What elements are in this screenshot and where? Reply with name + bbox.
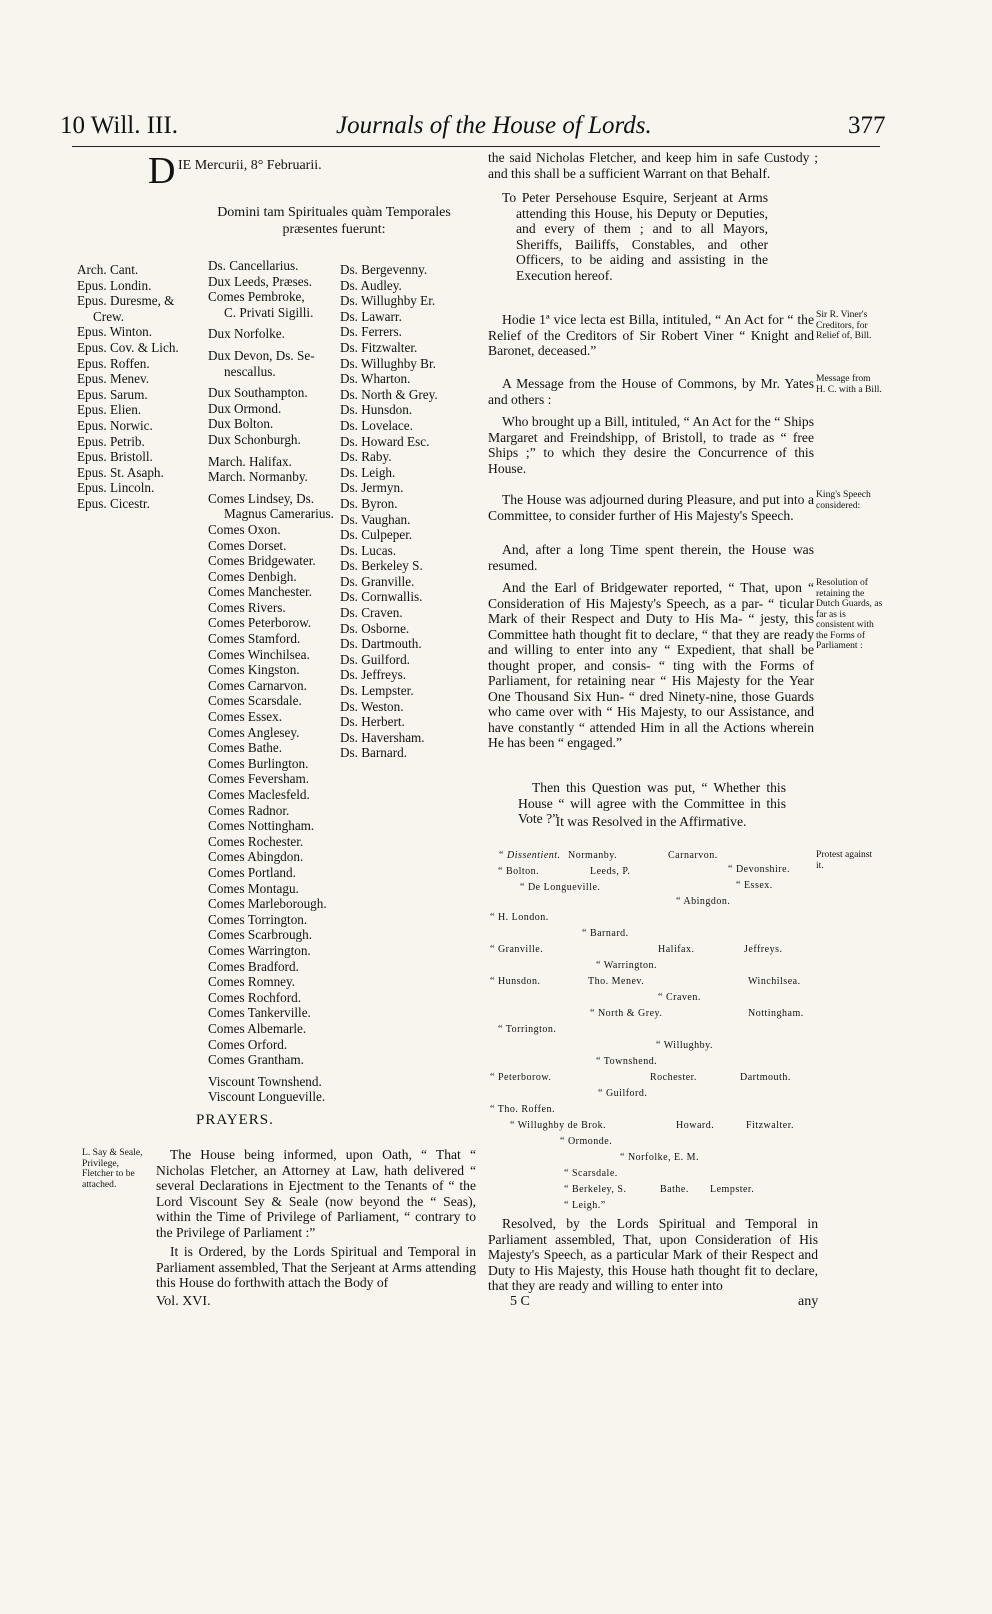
col3-entry: Ds. Wharton. — [340, 371, 411, 387]
col2-entry: Comes Orford. — [208, 1036, 288, 1052]
col3-entry: Ds. Jeffreys. — [340, 667, 407, 683]
dissentient-name: Nottingham. — [748, 1008, 804, 1019]
para-ordered: It is Ordered, by the Lords Spiritual and Temporal in Parliament assembled, That the Serjeant at Arms attending this House do forthwith attach the Body of — [156, 1244, 476, 1290]
dissentient-name: Howard. — [676, 1120, 715, 1131]
dissentient-name: “ Bolton. — [498, 866, 540, 877]
peers-list-1 — [208, 258, 346, 1105]
col2-entry: Comes Rochford. — [208, 989, 302, 1005]
col3-entry: Ds. Cornwallis. — [340, 589, 423, 605]
para-after: And, after a long Time spent therein, the House was resumed. — [488, 542, 814, 573]
dissentient-name: Normanby. — [568, 850, 618, 861]
col2-entry: Comes Winchilsea. — [208, 646, 310, 662]
col2-entry: nescallus. — [224, 363, 276, 379]
dissentient-name: “ Essex. — [736, 880, 773, 891]
catchword: any — [798, 1294, 819, 1309]
col1-entry: Epus. Lincoln. — [77, 480, 155, 496]
col3-entry: Ds. Granville. — [340, 573, 415, 589]
col2-entry: Comes Romney. — [208, 974, 296, 990]
col3-entry: Ds. Guilford. — [340, 651, 410, 667]
col2-entry: Dux Norfolke. — [208, 326, 285, 342]
signature-mark: 5 C — [510, 1294, 530, 1309]
col2-entry: Comes Stamford. — [208, 631, 301, 647]
dissentient-name: “ Willughby. — [656, 1040, 713, 1051]
col3-entry: Ds. Lovelace. — [340, 417, 413, 433]
dissentient-name: “ Norfolke, E. M. — [620, 1152, 700, 1163]
dissentient-name: “ De Longueville. — [520, 882, 601, 893]
dissentient-label: “ Dissentient. — [498, 850, 561, 861]
dissentient-name: “ Barnard. — [582, 928, 629, 939]
col2-entry: Dux Southampton. — [208, 385, 308, 401]
col2-entry: Comes Montagu. — [208, 880, 299, 896]
col2-entry: Dux Ormond. — [208, 400, 282, 416]
col2-entry: Dux Devon, Ds. Se- — [208, 347, 315, 363]
col3-entry: Ds. Howard Esc. — [340, 433, 430, 449]
col3-entry: Ds. Bergevenny. — [340, 262, 428, 277]
dissentient-name: “ Peterborow. — [490, 1072, 552, 1083]
col1-entry: Arch. Cant. — [77, 262, 139, 277]
col2-entry: Comes Torrington. — [208, 911, 308, 927]
dissentient-name: “ Guilford. — [598, 1088, 648, 1099]
para-adjourned: The House was adjourned during Pleasure, and put into a Committee, to consider further of His Majesty's Speech. — [488, 492, 814, 523]
col2-entry: Comes Denbigh. — [208, 568, 297, 584]
col3-entry: Ds. Osborne. — [340, 620, 410, 636]
col2-entry: Dux Schonburgh. — [208, 431, 301, 447]
col3-entry: Ds. Herbert. — [340, 714, 405, 730]
para-resolved: Resolved, by the Lords Spiritual and Temporal in Parliament assembled, That, upon Consideration of His Majesty's Speech, as a particular Mark of their Respect and Duty to His Majesty, this House hath thought fit to declare, that they are ready and willing to enter into — [488, 1216, 818, 1293]
dissentient-name: Tho. Menev. — [588, 976, 645, 987]
prayers-heading: PRAYERS. — [196, 1112, 274, 1128]
col2-entry: Comes Kingston. — [208, 662, 300, 678]
dissentient-name: “ Berkeley, S. — [564, 1184, 627, 1195]
col3-entry: Ds. Haversham. — [340, 729, 425, 745]
col2-entry: Ds. Cancellarius. — [208, 258, 299, 273]
margin-note-resolution: Resolution of retaining the Dutch Guards, as far as is consistent with the Forms of Parliament : — [816, 577, 883, 651]
col1-entry: Epus. Sarum. — [77, 386, 148, 402]
dissentient-name: Leeds, P. — [590, 866, 631, 877]
col1-entry: Epus. Winton. — [77, 324, 153, 340]
col3-entry: Ds. Culpeper. — [340, 527, 413, 543]
dissentient-name: Fitzwalter. — [746, 1120, 794, 1131]
col3-entry: Ds. Craven. — [340, 605, 403, 621]
drop-cap: D — [148, 150, 176, 192]
margin-note-say: L. Say & Seale, Privilege, Fletcher to be attached. — [82, 1147, 143, 1190]
col2-entry: Comes Grantham. — [208, 1052, 304, 1068]
col3-entry: Ds. North & Grey. — [340, 386, 438, 402]
col3-entry: Ds. Fitzwalter. — [340, 339, 418, 355]
col3-entry: Ds. Lawarr. — [340, 308, 402, 324]
margin-note-king: King's Speech considered: — [816, 489, 871, 511]
col2-entry: Comes Dorset. — [208, 537, 287, 553]
dissentient-name: Winchilsea. — [748, 976, 801, 987]
dissentient-name: “ Warrington. — [596, 960, 658, 971]
col2-entry: Comes Rivers. — [208, 599, 286, 615]
col1-entry: Epus. St. Asaph. — [77, 464, 164, 480]
col3-entry: Ds. Weston. — [340, 698, 404, 714]
header-rule — [72, 146, 880, 147]
col2-entry: Comes Lindsey, Ds. — [208, 490, 315, 506]
dissentient-name: “ Willughby de Brok. — [510, 1120, 607, 1131]
col2-entry: Comes Carnarvon. — [208, 677, 307, 693]
col2-entry: Comes Tankerville. — [208, 1005, 311, 1021]
col2-entry: Comes Abingdon. — [208, 849, 304, 865]
col2-entry: Comes Bradford. — [208, 958, 299, 974]
col3-entry: Ds. Lempster. — [340, 683, 414, 699]
dissentient-name: “ Hunsdon. — [490, 976, 541, 987]
col2-entry: Dux Bolton. — [208, 416, 274, 432]
col3-entry: Ds. Lucas. — [340, 542, 397, 558]
col2-entry: C. Privati Sigilli. — [224, 304, 314, 320]
col1-entry: Epus. Duresme, & — [77, 293, 175, 309]
col2-entry: Comes Oxon. — [208, 521, 281, 537]
dissentient-name: “ Torrington. — [498, 1024, 557, 1035]
para-who: Who brought up a Bill, intituled, “ An Act for the “ Ships Margaret and Freindshipp, of Bristoll, to trade as “ free Ships ;” to which they desire the Concurrence of this House. — [488, 414, 814, 476]
running-head-left: 10 Will. III. — [60, 112, 178, 139]
col2-entry: Comes Rochester. — [208, 833, 304, 849]
col2-entry: Comes Bathe. — [208, 740, 282, 756]
col2-entry: Viscount Townshend. — [208, 1073, 322, 1089]
col3-entry: Ds. Jermyn. — [340, 480, 404, 496]
col3-entry: Ds. Dartmouth. — [340, 636, 422, 652]
dissentient-name: “ North & Grey. — [590, 1008, 663, 1019]
dissentient-name: “ Devonshire. — [728, 864, 791, 875]
para-informed: The House being informed, upon Oath, “ That “ Nicholas Fletcher, an Attorney at Law, hath delivered “ several Declarations in Ejectment to the Tenants of “ the Lord Viscount Sey & Seale (now beyond the “ Seas), within the Time of Privilege of Parliament, “ contrary to the Privilege of Parliament :” — [156, 1147, 476, 1240]
dissentient-name: “ Craven. — [658, 992, 701, 1003]
margin-note-message: Message from H. C. with a Bill. — [816, 373, 882, 395]
dissentient-name: Jeffreys. — [744, 944, 783, 955]
date-line: IE Mercurii, 8° Februarii. — [178, 158, 322, 173]
para-question: Then this Question was put, “ Whether this House “ will agree with the Committee in this Vote ?” — [518, 780, 786, 826]
col3-entry: Ds. Willughby Br. — [340, 355, 436, 371]
col2-entry: Comes Bridgewater. — [208, 553, 316, 569]
col1-entry: Epus. Roffen. — [77, 355, 150, 371]
presentes-line: Domini tam Spirituales quàm Temporales præsentes fuerunt: — [217, 205, 451, 237]
col3-entry: Ds. Byron. — [340, 495, 398, 511]
page-number: 377 — [848, 112, 886, 139]
para-earl: And the Earl of Bridgewater reported, “ That, upon “ Consideration of His Majesty's Speech, as a par- “ ticular Mark of their Respect and Duty to His Ma- “ jesty, this Committee hath thought fit to declare, “ that they are ready and willing to enter into any “ Expedient, that shall be thought proper, and consis- “ ting with the Forms of Parliament, for retaining near “ His Majesty for the Year One Thousand Six Hun- “ dred Ninety-nine, those Guards who came over with “ His Majesty, to our Assistance, and have constantly “ attended Him in all the Actions wherein He has been “ engaged.” — [488, 580, 814, 750]
col2-entry: Comes Pembroke, — [208, 289, 305, 305]
dissentient-name: “ Ormonde. — [560, 1136, 613, 1147]
col2-entry: Magnus Camerarius. — [224, 506, 334, 522]
col2-entry: March. Normanby. — [208, 469, 308, 485]
col2-entry: Comes Albemarle. — [208, 1020, 307, 1036]
col3-entry: Ds. Willughby Er. — [340, 293, 436, 309]
para-message: A Message from the House of Commons, by Mr. Yates and others : — [488, 376, 814, 407]
col2-entry: Comes Anglesey. — [208, 724, 300, 740]
col1-entry: Epus. Petrib. — [77, 433, 145, 449]
peers-list-2 — [340, 262, 460, 761]
col1-entry: Epus. Norwic. — [77, 417, 153, 433]
col2-entry: Comes Burlington. — [208, 755, 309, 771]
dissentient-name: “ Abingdon. — [676, 896, 731, 907]
col1-entry: Epus. Bristoll. — [77, 449, 153, 465]
col2-entry: Comes Scarsdale. — [208, 693, 302, 709]
dissentient-name: Dartmouth. — [740, 1072, 791, 1083]
dissentient-name: “ Tho. Roffen. — [490, 1104, 555, 1115]
dissentient-name: “ Granville. — [490, 944, 544, 955]
para-continued: the said Nicholas Fletcher, and keep him in safe Custody ; and this shall be a sufficient Warrant on that Behalf. — [488, 150, 818, 181]
dissentient-name: “ H. London. — [490, 912, 549, 923]
dissentient-name: Carnarvon. — [668, 850, 718, 861]
dissentient-name: “ Scarsdale. — [564, 1168, 618, 1179]
col1-entry: Epus. Menev. — [77, 371, 150, 387]
col1-entry: Crew. — [93, 308, 125, 324]
para-to-serjeant: To Peter Persehouse Esquire, Serjeant at Arms attending this House, his Deputy or Deputies, and every of them ; and to all Mayors, Sheriffs, Bailiffs, Constables, and other Officers, to be aiding and assisting in the Execution hereof. — [502, 190, 768, 283]
margin-note-viner: Sir R. Viner's Creditors, for Relief of, Bill. — [816, 309, 872, 341]
col2-entry: Dux Leeds, Præses. — [208, 273, 313, 289]
col1-entry: Epus. Londin. — [77, 277, 152, 293]
col1-entry: Epus. Cov. & Lich. — [77, 339, 179, 355]
margin-note-protest: Protest against it. — [816, 849, 873, 871]
col2-entry: Comes Feversham. — [208, 771, 310, 787]
para-hodie: Hodie 1ª vice lecta est Billa, intituled, “ An Act for “ the Relief of the Creditors of Sir Robert Viner “ Knight and Baronet, deceased.” — [488, 312, 814, 358]
running-head-title: Journals of the House of Lords. — [336, 112, 652, 139]
volume-mark: Vol. XVI. — [156, 1294, 211, 1309]
col3-entry: Ds. Audley. — [340, 277, 402, 293]
col2-entry: Comes Warrington. — [208, 942, 311, 958]
col2-entry: Comes Nottingham. — [208, 818, 315, 834]
col3-entry: Ds. Vaughan. — [340, 511, 411, 527]
col1-entry: Epus. Cicestr. — [77, 495, 150, 511]
col3-entry: Ds. Barnard. — [340, 745, 408, 761]
col2-entry: Comes Essex. — [208, 709, 282, 725]
resolved-affirmative: It was Resolved in the Affirmative. — [555, 814, 747, 829]
col2-entry: Comes Manchester. — [208, 584, 313, 600]
col2-entry: Comes Marleborough. — [208, 896, 327, 912]
col2-entry: Comes Scarbrough. — [208, 927, 313, 943]
dissentient-name: “ Leigh.” — [564, 1200, 606, 1211]
col3-entry: Ds. Leigh. — [340, 464, 396, 480]
col1-entry: Epus. Elien. — [77, 402, 142, 418]
col2-entry: Comes Radnor. — [208, 802, 290, 818]
col3-entry: Ds. Raby. — [340, 449, 392, 465]
dissentient-name: Halifax. — [658, 944, 695, 955]
col2-entry: Comes Maclesfeld. — [208, 787, 310, 802]
col2-entry: Viscount Longueville. — [208, 1089, 326, 1105]
col3-entry: Ds. Ferrers. — [340, 324, 402, 340]
dissentient-name: “ Townshend. — [596, 1056, 658, 1067]
col2-entry: March. Halifax. — [208, 453, 292, 469]
dissentient-name: Lempster. — [710, 1184, 755, 1195]
dissentient-name: Bathe. — [660, 1184, 689, 1195]
col3-entry: Ds. Berkeley S. — [340, 558, 423, 574]
col2-entry: Comes Peterborow. — [208, 615, 312, 631]
bishops-list — [77, 262, 203, 512]
dissentient-name: Rochester. — [650, 1072, 697, 1083]
col3-entry: Ds. Hunsdon. — [340, 402, 413, 418]
col2-entry: Comes Portland. — [208, 864, 296, 880]
